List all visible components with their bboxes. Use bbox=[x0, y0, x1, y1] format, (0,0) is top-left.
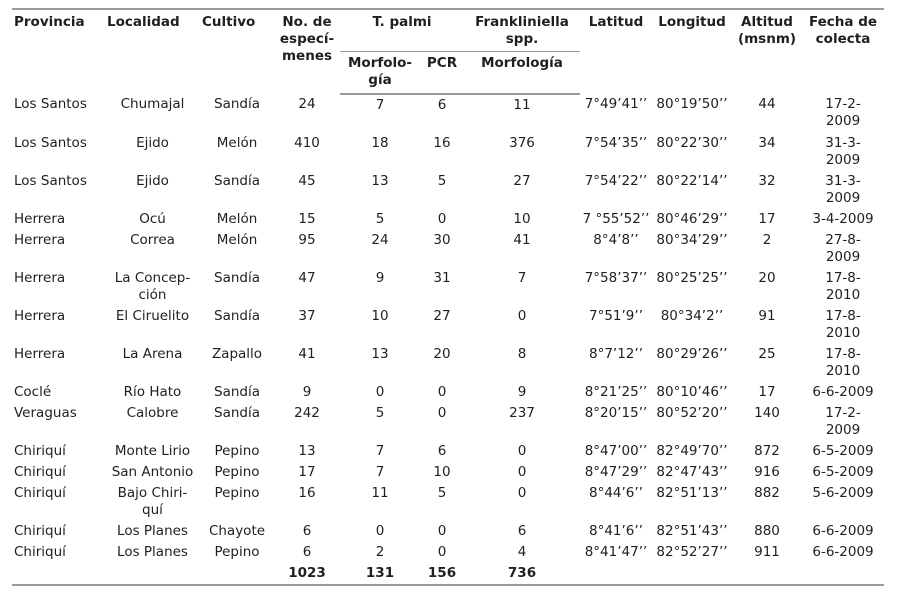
cell-fecha: 31-3- 2009 bbox=[825, 173, 861, 206]
cell-cultivo: Sandía bbox=[214, 96, 260, 112]
cell-provincia: Chiriquí bbox=[14, 544, 66, 560]
table-row bbox=[12, 441, 884, 462]
cell-n: 242 bbox=[294, 405, 320, 421]
cell-localidad: Los Planes bbox=[117, 544, 188, 560]
cell-alt: 916 bbox=[754, 464, 780, 480]
cell-fr-morf: 9 bbox=[517, 384, 527, 400]
cell-provincia: Veraguas bbox=[14, 405, 77, 421]
cell-lat: 7°54’22’’ bbox=[584, 173, 648, 189]
cell-fr-morf: 0 bbox=[517, 464, 527, 480]
header-t-palmi: T. palmi bbox=[340, 9, 464, 52]
cell-localidad: Ejido bbox=[136, 135, 169, 151]
cell-cultivo: Sandía bbox=[214, 270, 260, 286]
cell-lon: 80°46’29’’ bbox=[656, 211, 728, 227]
cell-provincia: Herrera bbox=[14, 270, 66, 286]
cell-alt: 872 bbox=[754, 443, 780, 459]
cell-n: 15 bbox=[298, 211, 316, 227]
cell-provincia: Herrera bbox=[14, 232, 66, 248]
cell-alt: 91 bbox=[758, 308, 776, 324]
cell-alt: 911 bbox=[754, 544, 780, 560]
cell-tp-pcr: 0 bbox=[437, 384, 447, 400]
cell-alt: 34 bbox=[758, 135, 776, 151]
cell-lat: 7 °55’52’’ bbox=[582, 211, 650, 227]
cell-lon: 82°49’70’’ bbox=[656, 443, 728, 459]
cell-tp-pcr: 6 bbox=[437, 443, 447, 459]
cell-tp-morf: 10 bbox=[371, 308, 389, 324]
header-row-1 bbox=[12, 9, 884, 52]
cell-lon: 82°51’13’’ bbox=[656, 485, 728, 501]
cell-fr-morf: 41 bbox=[513, 232, 531, 248]
cell-provincia: Herrera bbox=[14, 346, 66, 362]
cell-lon: 80°19’50’’ bbox=[656, 96, 728, 112]
cell-alt: 17 bbox=[758, 384, 776, 400]
cell-cultivo: Sandía bbox=[214, 173, 260, 189]
cell-localidad: Río Hato bbox=[123, 384, 182, 400]
total-n: 1023 bbox=[274, 563, 340, 585]
cell-tp-morf: 7 bbox=[375, 464, 385, 480]
cell-fecha: 6-5-2009 bbox=[812, 464, 874, 480]
cell-lat: 7°54’35’’ bbox=[584, 135, 648, 151]
cell-tp-pcr: 0 bbox=[437, 211, 447, 227]
cell-tp-morf: 5 bbox=[375, 405, 385, 421]
cell-localidad: El Ciruelito bbox=[115, 308, 190, 324]
total-fr-morf: 736 bbox=[464, 563, 580, 585]
cell-lat: 8°47’00’’ bbox=[584, 443, 648, 459]
cell-lon: 80°25’25’’ bbox=[656, 270, 728, 286]
table-row bbox=[12, 133, 884, 171]
cell-fecha: 17-8- 2010 bbox=[825, 308, 861, 341]
total-empty-cell bbox=[652, 563, 732, 585]
cell-tp-pcr: 5 bbox=[437, 173, 447, 189]
cell-fr-morf: 27 bbox=[513, 173, 531, 189]
cell-provincia: Chiriquí bbox=[14, 443, 66, 459]
cell-tp-morf: 0 bbox=[375, 384, 385, 400]
cell-fecha: 6-6-2009 bbox=[812, 523, 874, 539]
cell-n: 6 bbox=[302, 523, 312, 539]
cell-fr-morf: 11 bbox=[513, 97, 531, 113]
cell-cultivo: Sandía bbox=[214, 405, 260, 421]
table-row bbox=[12, 521, 884, 542]
cell-fecha: 27-8- 2009 bbox=[825, 232, 861, 265]
cell-tp-morf: 11 bbox=[371, 485, 389, 501]
cell-provincia: Herrera bbox=[14, 211, 66, 227]
cell-fecha: 6-5-2009 bbox=[812, 443, 874, 459]
cell-lon: 80°10’46’’ bbox=[656, 384, 728, 400]
cell-lat: 8°20’15’’ bbox=[584, 405, 648, 421]
cell-fr-morf: 0 bbox=[517, 443, 527, 459]
cell-tp-morf: 24 bbox=[371, 232, 389, 248]
header-fecha-colecta: Fecha de colecta bbox=[802, 9, 884, 94]
totals-row bbox=[12, 563, 884, 585]
table-row bbox=[12, 268, 884, 306]
table-row bbox=[12, 209, 884, 230]
table-row bbox=[12, 171, 884, 209]
cell-localidad: La Arena bbox=[122, 346, 183, 362]
table-body bbox=[12, 94, 884, 585]
cell-tp-morf: 7 bbox=[375, 97, 385, 113]
cell-tp-morf: 13 bbox=[371, 173, 389, 189]
total-tp-pcr: 156 bbox=[420, 563, 464, 585]
cell-lon: 80°22’30’’ bbox=[656, 135, 728, 151]
cell-cultivo: Melón bbox=[216, 211, 258, 227]
total-tp-morf: 131 bbox=[340, 563, 420, 585]
cell-tp-pcr: 0 bbox=[437, 405, 447, 421]
cell-fr-morf: 10 bbox=[513, 211, 531, 227]
header-no-especimenes: No. de especí- menes bbox=[274, 9, 340, 94]
cell-lat: 8°44’6’’ bbox=[589, 485, 643, 501]
cell-tp-pcr: 0 bbox=[437, 523, 447, 539]
cell-lat: 8°47’29’’ bbox=[584, 464, 648, 480]
header-altitud: Altitud (msnm) bbox=[732, 9, 802, 94]
cell-localidad: Monte Lirio bbox=[114, 443, 191, 459]
cell-lat: 7°49’41’’ bbox=[584, 96, 648, 112]
cell-tp-morf: 0 bbox=[375, 523, 385, 539]
header-latitud: Latitud bbox=[580, 9, 652, 94]
header-tp-morfologia: Morfolo- gía bbox=[340, 52, 420, 95]
cell-fecha: 31-3- 2009 bbox=[825, 135, 861, 168]
header-provincia: Provincia bbox=[12, 9, 105, 94]
total-empty-cell bbox=[732, 563, 802, 585]
cell-localidad: Calobre bbox=[126, 405, 179, 421]
cell-n: 13 bbox=[298, 443, 316, 459]
cell-tp-pcr: 27 bbox=[433, 308, 451, 324]
cell-provincia: Chiriquí bbox=[14, 523, 66, 539]
cell-tp-pcr: 16 bbox=[433, 135, 451, 151]
cell-fr-morf: 6 bbox=[517, 523, 527, 539]
cell-fr-morf: 0 bbox=[517, 308, 527, 324]
cell-lon: 82°51’43’’ bbox=[656, 523, 728, 539]
table-row bbox=[12, 230, 884, 268]
cell-cultivo: Melón bbox=[216, 232, 258, 248]
cell-tp-morf: 13 bbox=[371, 346, 389, 362]
cell-n: 9 bbox=[302, 384, 312, 400]
cell-localidad: Ejido bbox=[136, 173, 169, 189]
header-fr-morfologia: Morfología bbox=[464, 52, 580, 95]
cell-fr-morf: 0 bbox=[517, 485, 527, 501]
cell-n: 17 bbox=[298, 464, 316, 480]
cell-lon: 82°52’27’’ bbox=[656, 544, 728, 560]
cell-fecha: 17-2- 2009 bbox=[825, 96, 861, 129]
cell-lon: 82°47’43’’ bbox=[656, 464, 728, 480]
cell-cultivo: Sandía bbox=[214, 308, 260, 324]
cell-n: 37 bbox=[298, 308, 316, 324]
cell-provincia: Los Santos bbox=[14, 135, 87, 151]
cell-cultivo: Zapallo bbox=[211, 346, 263, 362]
cell-cultivo: Sandía bbox=[214, 384, 260, 400]
cell-lat: 7°51’9’’ bbox=[589, 308, 643, 324]
cell-n: 41 bbox=[298, 346, 316, 362]
cell-fr-morf: 4 bbox=[517, 544, 527, 560]
cell-lon: 80°22’14’’ bbox=[656, 173, 728, 189]
cell-tp-morf: 2 bbox=[375, 544, 385, 560]
cell-n: 45 bbox=[298, 173, 316, 189]
cell-fr-morf: 7 bbox=[517, 270, 527, 286]
cell-tp-pcr: 20 bbox=[433, 346, 451, 362]
cell-provincia: Los Santos bbox=[14, 173, 87, 189]
table-row bbox=[12, 382, 884, 403]
total-empty-cell bbox=[200, 563, 274, 585]
header-localidad: Localidad bbox=[105, 9, 200, 94]
cell-lat: 8°41’47’’ bbox=[584, 544, 648, 560]
cell-n: 410 bbox=[294, 135, 320, 151]
cell-cultivo: Pepino bbox=[214, 464, 260, 480]
data-table-container bbox=[12, 8, 884, 586]
cell-fecha: 6-6-2009 bbox=[812, 384, 874, 400]
table-row bbox=[12, 94, 884, 133]
header-longitud: Longitud bbox=[652, 9, 732, 94]
cell-alt: 140 bbox=[754, 405, 780, 421]
cell-n: 47 bbox=[298, 270, 316, 286]
cell-lat: 8°41’6’’ bbox=[589, 523, 643, 539]
cell-lat: 8°21’25’’ bbox=[584, 384, 648, 400]
cell-fecha: 3-4-2009 bbox=[812, 211, 874, 227]
cell-provincia: Chiriquí bbox=[14, 464, 66, 480]
cell-localidad: Los Planes bbox=[117, 523, 188, 539]
cell-cultivo: Melón bbox=[216, 135, 258, 151]
total-empty-cell bbox=[12, 563, 105, 585]
cell-n: 6 bbox=[302, 544, 312, 560]
cell-lat: 7°58’37’’ bbox=[584, 270, 648, 286]
cell-tp-pcr: 30 bbox=[433, 232, 451, 248]
cell-cultivo: Pepino bbox=[214, 544, 260, 560]
table-row bbox=[12, 462, 884, 483]
cell-n: 95 bbox=[298, 232, 316, 248]
header-tp-pcr: PCR bbox=[420, 52, 464, 95]
cell-alt: 17 bbox=[758, 211, 776, 227]
cell-fecha: 17-8- 2010 bbox=[825, 270, 861, 303]
table-row bbox=[12, 542, 884, 563]
cell-tp-morf: 18 bbox=[371, 135, 389, 151]
cell-fr-morf: 8 bbox=[517, 346, 527, 362]
cell-alt: 25 bbox=[758, 346, 776, 362]
cell-alt: 2 bbox=[762, 232, 772, 248]
cell-fr-morf: 376 bbox=[509, 135, 535, 151]
cell-tp-pcr: 31 bbox=[433, 270, 451, 286]
cell-lon: 80°29’26’’ bbox=[656, 346, 728, 362]
cell-provincia: Coclé bbox=[14, 384, 52, 400]
cell-tp-morf: 7 bbox=[375, 443, 385, 459]
cell-fecha: 17-2- 2009 bbox=[825, 405, 861, 438]
cell-fecha: 6-6-2009 bbox=[812, 544, 874, 560]
cell-n: 24 bbox=[298, 96, 316, 112]
cell-localidad: San Antonio bbox=[111, 464, 194, 480]
cell-tp-pcr: 5 bbox=[437, 485, 447, 501]
cell-localidad: La Concep- ción bbox=[114, 270, 191, 303]
cell-tp-morf: 9 bbox=[375, 270, 385, 286]
cell-localidad: Bajo Chiri- quí bbox=[117, 485, 188, 518]
cell-localidad: Ocú bbox=[139, 211, 166, 227]
cell-provincia: Chiriquí bbox=[14, 485, 66, 501]
cell-fr-morf: 237 bbox=[509, 405, 535, 421]
cell-alt: 882 bbox=[754, 485, 780, 501]
cell-lon: 80°34’29’’ bbox=[656, 232, 728, 248]
cell-provincia: Los Santos bbox=[14, 96, 87, 112]
total-empty-cell bbox=[580, 563, 652, 585]
cell-alt: 20 bbox=[758, 270, 776, 286]
cell-tp-pcr: 10 bbox=[433, 464, 451, 480]
cell-alt: 44 bbox=[758, 96, 776, 112]
cell-lat: 8°4’8’’ bbox=[593, 232, 639, 248]
total-empty-cell bbox=[802, 563, 884, 585]
cell-alt: 32 bbox=[758, 173, 776, 189]
cell-tp-pcr: 0 bbox=[437, 544, 447, 560]
table-row bbox=[12, 306, 884, 344]
cell-lat: 8°7’12’’ bbox=[589, 346, 643, 362]
cell-fecha: 5-6-2009 bbox=[812, 485, 874, 501]
cell-cultivo: Pepino bbox=[214, 485, 260, 501]
total-empty-cell bbox=[105, 563, 200, 585]
table-row bbox=[12, 344, 884, 382]
table-row bbox=[12, 403, 884, 441]
cell-lon: 80°52’20’’ bbox=[656, 405, 728, 421]
cell-fecha: 17-8- 2010 bbox=[825, 346, 861, 379]
header-frankliniella: Frankliniella spp. bbox=[464, 9, 580, 52]
cell-provincia: Herrera bbox=[14, 308, 66, 324]
cell-n: 16 bbox=[298, 485, 316, 501]
table-row bbox=[12, 483, 884, 521]
cell-tp-pcr: 6 bbox=[437, 97, 447, 113]
cell-alt: 880 bbox=[754, 523, 780, 539]
cell-cultivo: Chayote bbox=[208, 523, 266, 539]
cell-tp-morf: 5 bbox=[375, 211, 385, 227]
cell-localidad: Chumajal bbox=[120, 96, 185, 112]
cell-lon: 80°34’2’’ bbox=[660, 308, 724, 324]
cell-localidad: Correa bbox=[130, 232, 175, 248]
specimen-collection-table bbox=[12, 8, 884, 586]
header-cultivo: Cultivo bbox=[200, 9, 274, 94]
cell-cultivo: Pepino bbox=[214, 443, 260, 459]
